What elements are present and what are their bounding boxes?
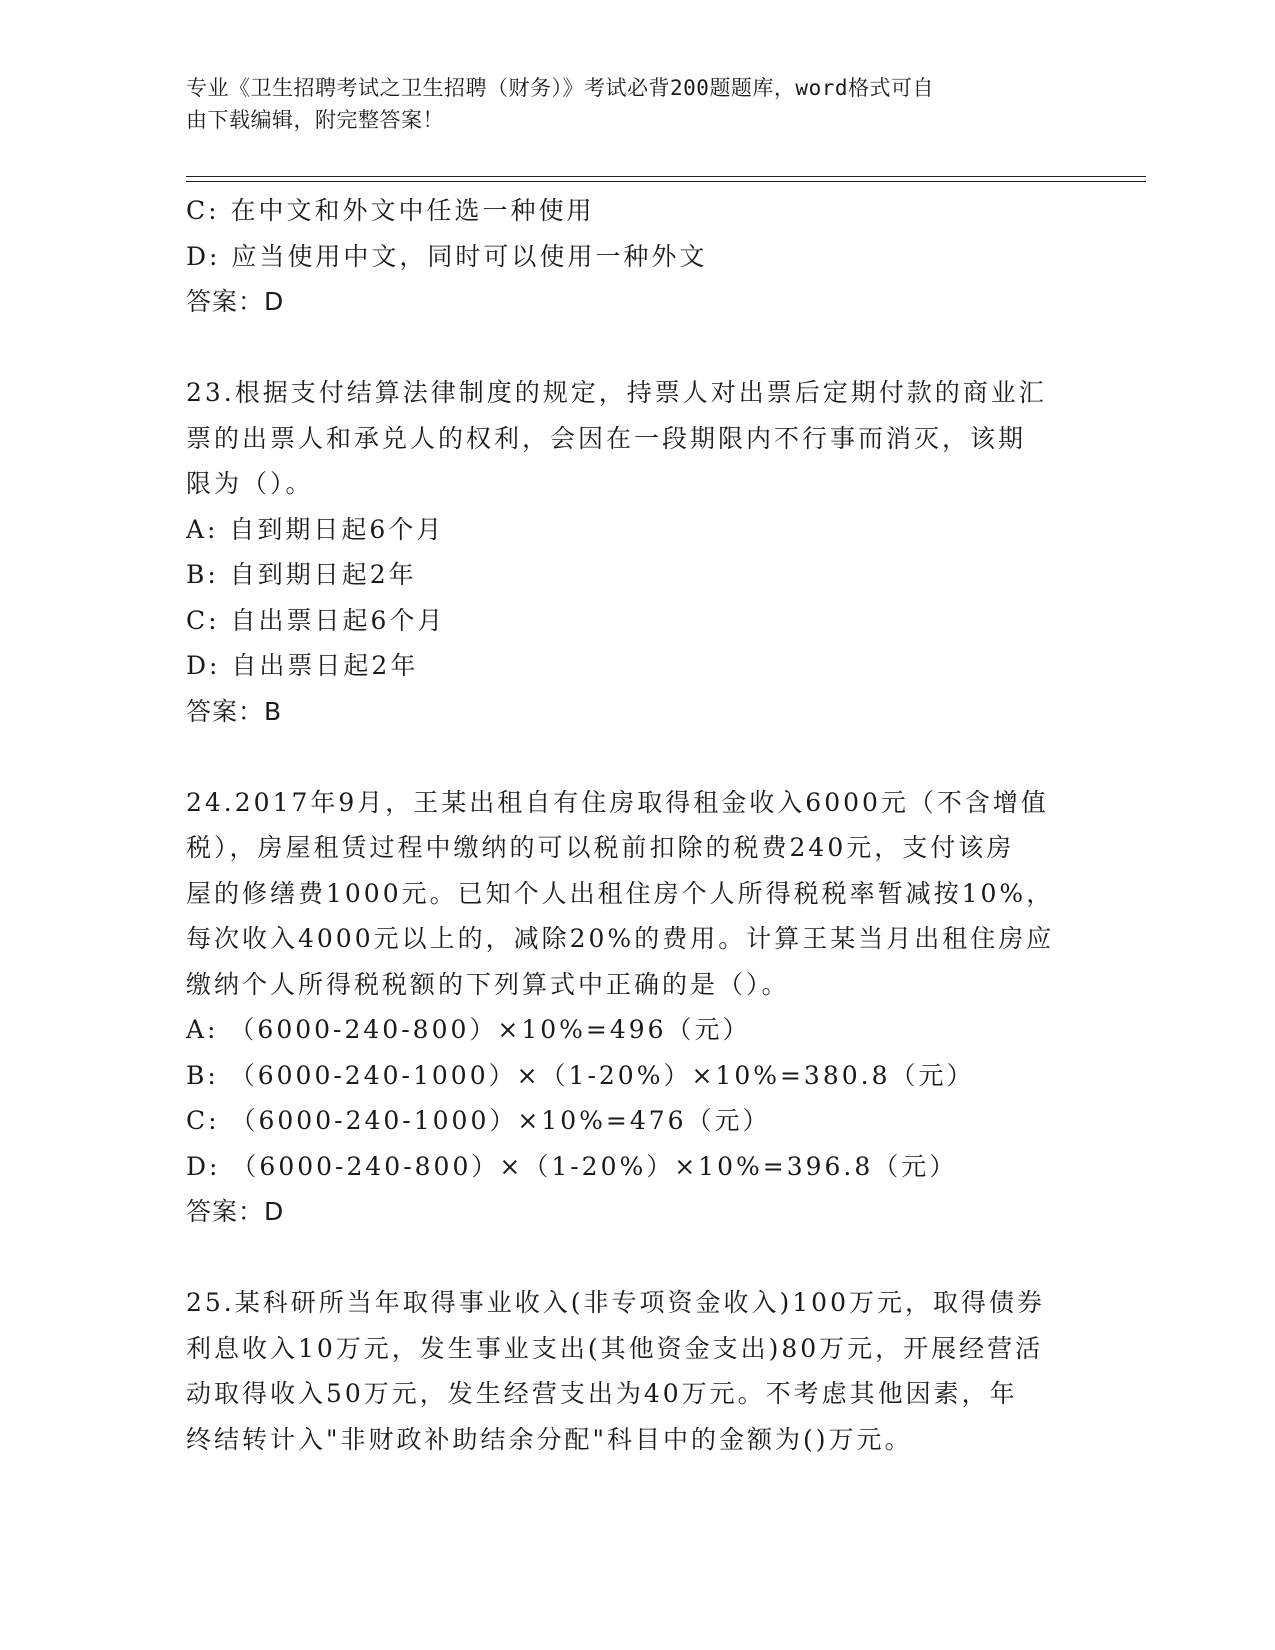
q23-option-a: A: 自到期日起6个月 bbox=[186, 514, 445, 544]
question-gap bbox=[186, 325, 1086, 371]
q24-stem-line-3: 屋的修缮费1000元。已知个人出租住房个人所得税税率暂减按10%， bbox=[186, 878, 1055, 908]
header-line-2: 由下载编辑，附完整答案！ bbox=[186, 108, 444, 132]
q24-stem-line-1: 24.2017年9月，王某出租自有住房取得租金收入6000元（不含增值 bbox=[186, 787, 1049, 817]
q23-option-c: C: 自出票日起6个月 bbox=[186, 605, 446, 635]
q23-stem-line-1: 23.根据支付结算法律制度的规定，持票人对出票后定期付款的商业汇 bbox=[186, 378, 1047, 407]
question-gap bbox=[186, 734, 1086, 780]
q24-stem-line-4: 每次收入4000元以上的，减除20%的费用。计算王某当月出租住房应 bbox=[186, 924, 1055, 953]
document-header bbox=[186, 72, 1076, 136]
q22-answer: 答案：D bbox=[186, 287, 285, 316]
q23-answer: 答案：B bbox=[186, 696, 283, 726]
q24-stem-line-2: 税），房屋租赁过程中缴纳的可以税前扣除的税费240元，支付该房 bbox=[186, 833, 1015, 862]
q24-option-c: C: （6000-240-1000）×10%=476（元） bbox=[186, 1106, 771, 1135]
q24-option-a: A: （6000-240-800）×10%=496（元） bbox=[186, 1015, 751, 1044]
q23-option-b: B: 自到期日起2年 bbox=[186, 560, 417, 589]
header-divider-bottom bbox=[186, 181, 1146, 182]
q23-stem-line-3: 限为（）。 bbox=[186, 469, 314, 498]
q24-stem-line-5: 缴纳个人所得税税额的下列算式中正确的是（）。 bbox=[186, 969, 790, 999]
q22-option-c: C: 在中文和外文中任选一种使用 bbox=[186, 196, 595, 225]
q22-option-d: D: 应当使用中文，同时可以使用一种外文 bbox=[186, 241, 708, 271]
q25-stem-line-2: 利息收入10万元，发生事业支出(其他资金支出)80万元，开展经营活 bbox=[186, 1333, 1044, 1363]
q23-stem-line-2: 票的出票人和承兑人的权利，会因在一段期限内不行事而消灭，该期 bbox=[186, 423, 1027, 453]
q25-stem-line-4: 终结转计入"非财政补助结余分配"科目中的金额为()万元。 bbox=[186, 1424, 913, 1454]
document-body bbox=[186, 188, 1086, 1462]
q25-stem-line-1: 25.某科研所当年取得事业收入(非专项资金收入)100万元，取得债券 bbox=[186, 1288, 1045, 1317]
header-divider-top bbox=[186, 176, 1146, 177]
q24-option-d: D: （6000-240-800）×（1-20%）×10%=396.8（元） bbox=[186, 1151, 958, 1181]
q23-option-d: D: 自出票日起2年 bbox=[186, 651, 419, 680]
q24-answer: 答案：D bbox=[186, 1197, 285, 1226]
question-gap bbox=[186, 1235, 1086, 1281]
q25-stem-line-3: 动取得收入50万元，发生经营支出为40万元。不考虑其他因素，年 bbox=[186, 1379, 1018, 1408]
q24-option-b: B: （6000-240-1000）×（1-20%）×10%=380.8（元） bbox=[186, 1060, 975, 1090]
header-line-1: 专业《卫生招聘考试之卫生招聘（财务）》考试必背200题题库，word格式可自 bbox=[186, 76, 934, 100]
